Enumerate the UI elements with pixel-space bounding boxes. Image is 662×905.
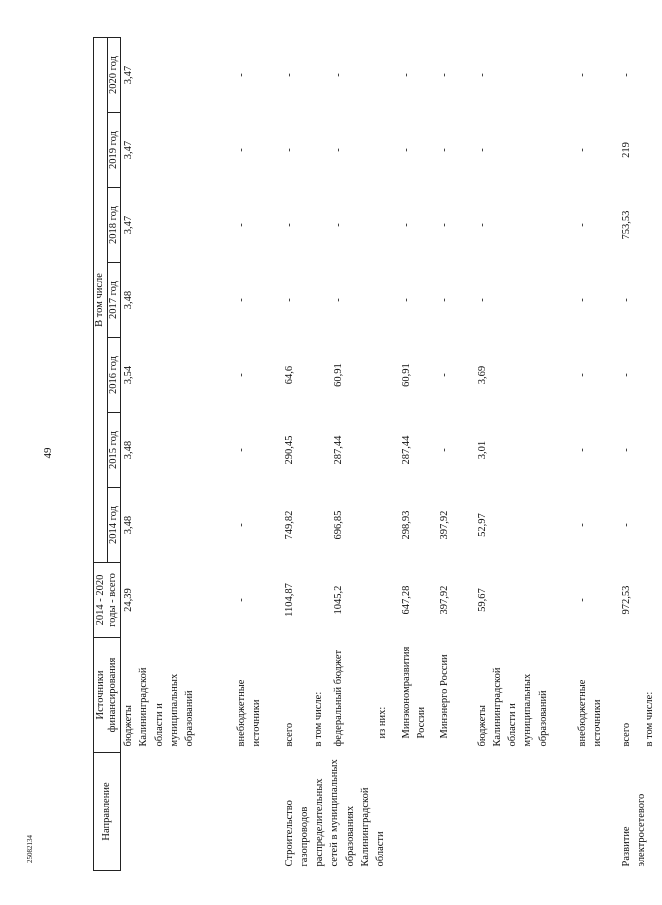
- table-row: [282, 37, 311, 870]
- year-value-cell: [642, 488, 662, 563]
- year-value-cell: -: [576, 223, 588, 227]
- year-value-cell: 60,91: [332, 363, 344, 387]
- header-year: 2016 год: [107, 338, 121, 413]
- source-cell: внебюджетные источники: [576, 679, 603, 747]
- source-cell: Минэнерго России: [438, 654, 450, 739]
- source-cell: внебюджетные источники: [235, 679, 262, 747]
- rotated-table-container: [93, 38, 655, 871]
- source-cell: бюджеты Калининградской области и муниципальных образований: [123, 667, 196, 747]
- year-value-cell: [642, 263, 662, 338]
- year-value-cell: -: [283, 223, 295, 227]
- total-cell: [375, 563, 399, 638]
- year-value-cell: -: [235, 448, 247, 452]
- year-value-cell: [375, 188, 399, 263]
- year-value-cell: 3,47: [123, 215, 135, 235]
- year-value-cell: -: [620, 73, 632, 77]
- direction-cell: Строительство газопроводов распределительных сетей в муниципальных образованиях Калининградской области: [283, 759, 386, 867]
- table-row: [619, 37, 642, 870]
- table-row: [642, 37, 662, 870]
- year-value-cell: [311, 188, 331, 263]
- year-value-cell: -: [235, 148, 247, 152]
- year-value-cell: -: [235, 373, 247, 377]
- year-value-cell: [311, 488, 331, 563]
- year-value-cell: 219: [620, 142, 632, 158]
- header-total: 2014 - 2020 годы - всего: [94, 563, 121, 638]
- year-value-cell: -: [576, 148, 588, 152]
- year-value-cell: [375, 113, 399, 188]
- direction-cell: [234, 753, 282, 871]
- year-value-cell: -: [576, 298, 588, 302]
- source-cell: в том числе:: [643, 691, 655, 747]
- source-cell: федеральный бюджет: [332, 649, 344, 747]
- header-year: 2018 год: [107, 188, 121, 263]
- year-value-cell: 64,6: [283, 365, 295, 385]
- year-value-cell: 3,01: [476, 440, 488, 460]
- year-value-cell: 287,44: [332, 435, 344, 465]
- year-value-cell: -: [476, 223, 488, 227]
- table-row: [121, 37, 234, 870]
- year-value-cell: 749,82: [283, 510, 295, 540]
- source-cell: всего: [283, 722, 295, 747]
- year-value-cell: [375, 413, 399, 488]
- year-value-cell: 3,48: [123, 290, 135, 310]
- header-year: 2019 год: [107, 113, 121, 188]
- year-value-cell: -: [620, 448, 632, 452]
- year-value-cell: -: [283, 73, 295, 77]
- table-row: [234, 37, 282, 870]
- year-value-cell: [375, 37, 399, 112]
- header-year: 2015 год: [107, 413, 121, 488]
- total-cell: -: [235, 598, 247, 602]
- year-value-cell: [375, 263, 399, 338]
- year-value-cell: 52,97: [476, 513, 488, 537]
- total-cell: 647,28: [400, 585, 412, 615]
- total-cell: -: [576, 598, 588, 602]
- year-value-cell: -: [283, 148, 295, 152]
- year-value-cell: -: [576, 373, 588, 377]
- page-number: 49: [42, 447, 54, 459]
- year-value-cell: 696,85: [332, 510, 344, 540]
- year-value-cell: -: [620, 373, 632, 377]
- year-value-cell: [642, 188, 662, 263]
- year-value-cell: -: [438, 223, 450, 227]
- year-value-cell: -: [235, 73, 247, 77]
- year-value-cell: 397,92: [438, 510, 450, 540]
- year-value-cell: 3,48: [123, 515, 135, 535]
- year-value-cell: -: [332, 223, 344, 227]
- year-value-cell: -: [332, 298, 344, 302]
- table-row: [475, 37, 575, 870]
- year-value-cell: 298,93: [400, 510, 412, 540]
- table-row: [331, 37, 375, 870]
- year-value-cell: [642, 113, 662, 188]
- total-cell: [642, 563, 662, 638]
- table-row: [399, 37, 437, 870]
- year-value-cell: -: [400, 73, 412, 77]
- year-value-cell: -: [400, 148, 412, 152]
- direction-cell: Развитие электросетевого: [620, 793, 647, 867]
- total-cell: 24,39: [123, 588, 135, 612]
- direction-cell: [121, 753, 234, 871]
- year-value-cell: -: [332, 73, 344, 77]
- total-cell: 1104,87: [283, 583, 295, 617]
- year-value-cell: 3,47: [123, 65, 135, 85]
- header-including: В том числе: [94, 37, 108, 562]
- year-value-cell: -: [476, 148, 488, 152]
- header-year: 2014 год: [107, 488, 121, 563]
- year-value-cell: [642, 338, 662, 413]
- table-row: [375, 37, 399, 870]
- year-value-cell: -: [620, 298, 632, 302]
- year-value-cell: [311, 113, 331, 188]
- table-row: [311, 37, 331, 870]
- total-cell: 972,53: [620, 585, 632, 615]
- year-value-cell: 290,45: [283, 435, 295, 465]
- funding-table: [93, 37, 662, 871]
- year-value-cell: -: [235, 523, 247, 527]
- total-cell: 1045,2: [332, 585, 344, 615]
- header-direction: Направление: [94, 753, 121, 871]
- year-value-cell: -: [438, 73, 450, 77]
- year-value-cell: -: [235, 298, 247, 302]
- table-row: [575, 37, 619, 870]
- year-value-cell: 3,54: [123, 365, 135, 385]
- year-value-cell: [375, 488, 399, 563]
- year-value-cell: -: [332, 148, 344, 152]
- year-value-cell: -: [476, 298, 488, 302]
- year-value-cell: -: [438, 373, 450, 377]
- header-year: 2017 год: [107, 263, 121, 338]
- year-value-cell: 3,47: [123, 140, 135, 160]
- source-cell: в том числе:: [312, 691, 324, 747]
- year-value-cell: -: [283, 298, 295, 302]
- year-value-cell: 3,48: [123, 440, 135, 460]
- year-value-cell: [311, 37, 331, 112]
- year-value-cell: -: [438, 298, 450, 302]
- total-cell: 397,92: [438, 585, 450, 615]
- year-value-cell: -: [620, 523, 632, 527]
- year-value-cell: -: [235, 223, 247, 227]
- year-value-cell: 753,53: [620, 210, 632, 240]
- year-value-cell: -: [400, 298, 412, 302]
- year-value-cell: [642, 37, 662, 112]
- year-value-cell: [311, 263, 331, 338]
- source-cell: из них:: [376, 706, 388, 739]
- year-value-cell: 3,69: [476, 365, 488, 385]
- year-value-cell: -: [576, 523, 588, 527]
- year-value-cell: -: [476, 73, 488, 77]
- document-code: 25082134: [26, 835, 34, 863]
- year-value-cell: -: [576, 73, 588, 77]
- year-value-cell: [311, 413, 331, 488]
- table-row: [437, 37, 475, 870]
- header-year: 2020 год: [107, 37, 121, 112]
- header-source: Источники финансирования: [94, 638, 121, 753]
- source-cell: Минэкономразвития России: [400, 646, 427, 739]
- year-value-cell: [311, 338, 331, 413]
- year-value-cell: -: [438, 148, 450, 152]
- year-value-cell: -: [400, 223, 412, 227]
- year-value-cell: [375, 338, 399, 413]
- total-cell: [311, 563, 331, 638]
- year-value-cell: -: [438, 448, 450, 452]
- source-cell: всего: [620, 722, 632, 747]
- year-value-cell: 60,91: [400, 363, 412, 387]
- year-value-cell: 287,44: [400, 435, 412, 465]
- year-value-cell: -: [576, 448, 588, 452]
- source-cell: бюджеты Калининградской области и муниципальных образований: [476, 667, 549, 747]
- total-cell: 59,67: [476, 588, 488, 612]
- year-value-cell: [642, 413, 662, 488]
